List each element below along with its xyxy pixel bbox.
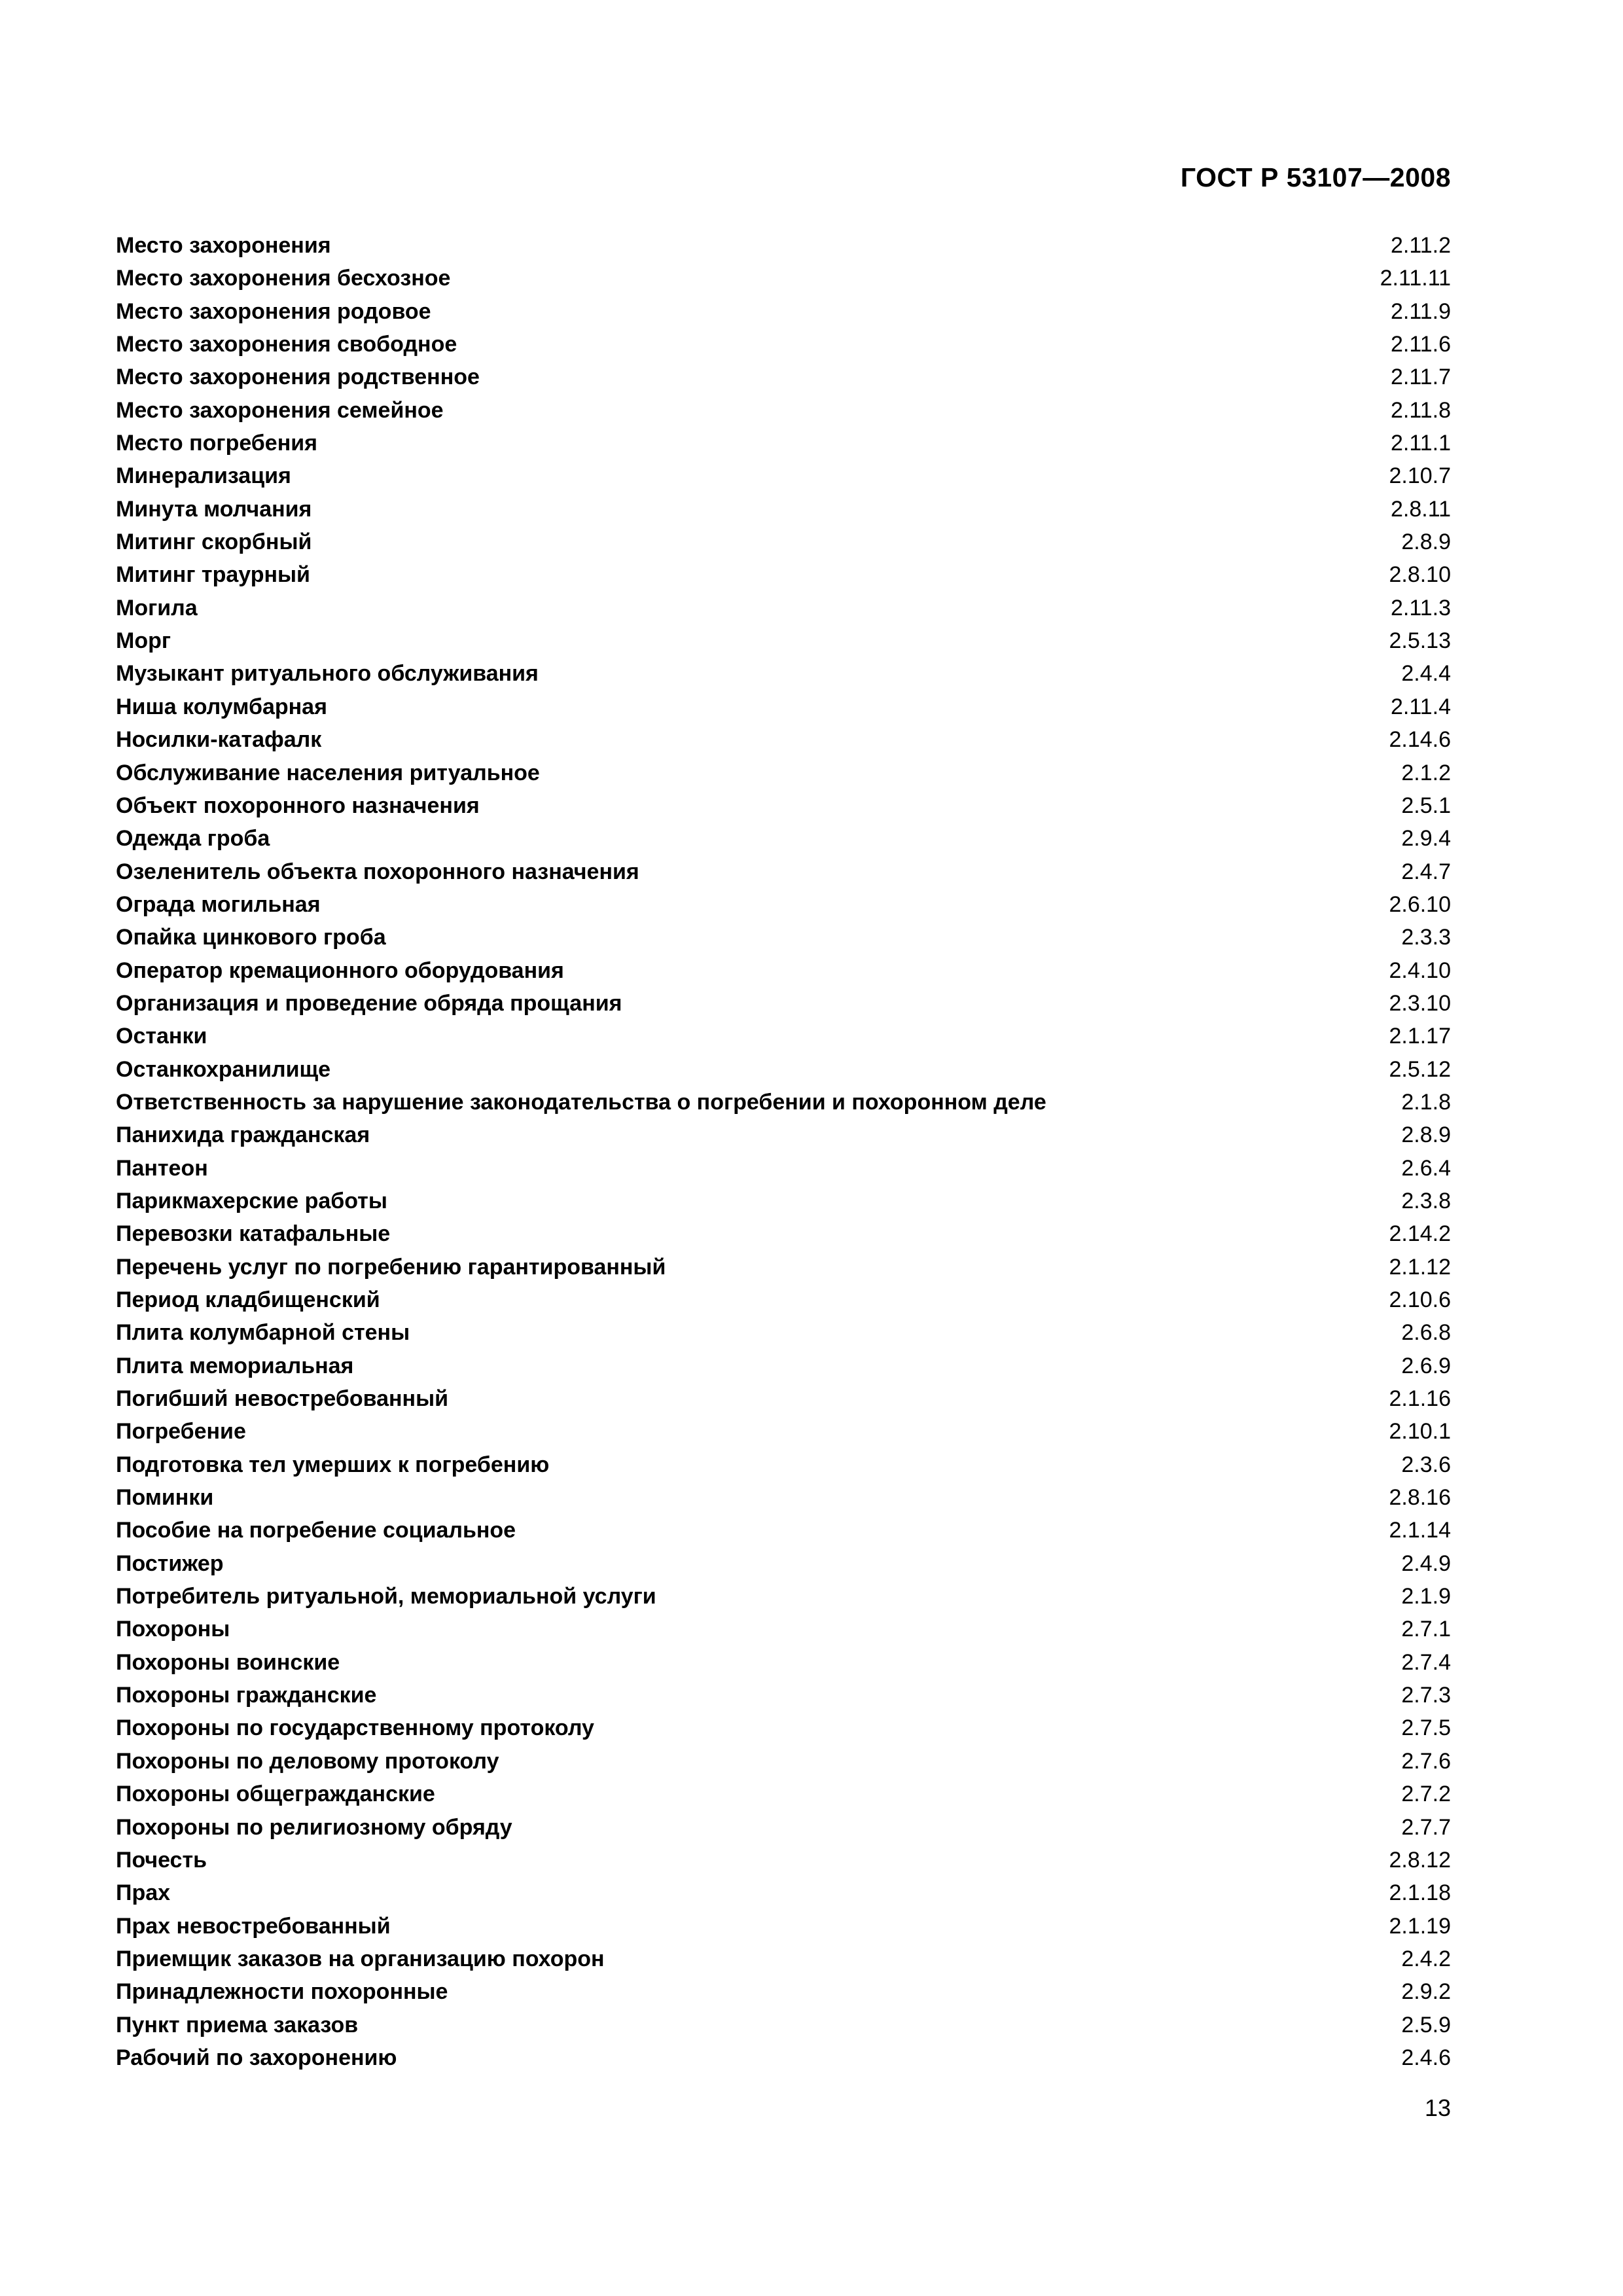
index-entry: [116, 493, 1451, 526]
index-section-ref: 2.7.6: [1401, 1748, 1451, 1774]
index-entry: [116, 328, 1451, 361]
index-entry: [116, 1217, 1451, 1250]
index-term: Одежда гроба: [116, 826, 270, 852]
index-entry: [116, 592, 1451, 624]
index-term: Пункт приема заказов: [116, 2012, 359, 2037]
index-term: Могила: [116, 595, 198, 620]
index-entry: [116, 1514, 1451, 1547]
index-section-ref: 2.7.5: [1401, 1715, 1451, 1741]
index-section-ref: 2.11.7: [1390, 365, 1451, 390]
index-entry: [116, 1975, 1451, 2008]
index-term: Потребитель ритуальной, мемориальной услуги: [116, 1584, 656, 1609]
index-term: Приемщик заказов на организацию похорон: [116, 1946, 605, 1971]
index-term: Перечень услуг по погребению гарантированный: [116, 1254, 666, 1280]
index-term: Постижер: [116, 1551, 224, 1576]
index-section-ref: 2.7.7: [1401, 1814, 1451, 1840]
index-entry: [116, 229, 1451, 262]
index-term: Ниша колумбарная: [116, 694, 327, 719]
index-entry: [116, 954, 1451, 987]
index-section-ref: 2.8.10: [1389, 562, 1451, 588]
index-entry: [116, 361, 1451, 393]
index-term: Похороны: [116, 1617, 230, 1642]
index-section-ref: 2.6.8: [1401, 1320, 1451, 1346]
index-section-ref: 2.8.16: [1389, 1485, 1451, 1511]
index-section-ref: 2.11.8: [1390, 397, 1451, 423]
index-entry: [116, 987, 1451, 1020]
index-section-ref: 2.11.3: [1390, 595, 1451, 620]
index-term: Морг: [116, 628, 171, 654]
index-section-ref: 2.7.3: [1401, 1683, 1451, 1708]
index-term: Прах: [116, 1880, 171, 1906]
index-term: Принадлежности похоронные: [116, 1979, 448, 2005]
index-term: Место захоронения свободное: [116, 332, 457, 357]
index-term: Похороны по государственному протоколу: [116, 1715, 594, 1741]
index-term: Перевозки катафальные: [116, 1221, 391, 1247]
index-section-ref: 2.10.7: [1389, 463, 1451, 489]
index-section-ref: 2.4.6: [1401, 2045, 1451, 2070]
index-term: Похороны общегражданские: [116, 1782, 435, 1807]
index-term: Ограда могильная: [116, 891, 321, 917]
index-term: Место захоронения родовое: [116, 298, 431, 324]
index-section-ref: 2.1.17: [1389, 1024, 1451, 1049]
index-term: Плита колумбарной стены: [116, 1320, 410, 1346]
index-section-ref: 2.9.4: [1401, 826, 1451, 852]
index-entry: [116, 1283, 1451, 1316]
index-term: Похороны по деловому протоколу: [116, 1748, 499, 1774]
index-term: Объект похоронного назначения: [116, 793, 480, 818]
index-entry: [116, 691, 1451, 723]
index-entry: [116, 427, 1451, 459]
index-section-ref: 2.14.2: [1389, 1221, 1451, 1247]
index-entry: [116, 262, 1451, 295]
index-term: Период кладбищенский: [116, 1287, 380, 1312]
index-entry: [116, 2009, 1451, 2041]
index-entry: [116, 1053, 1451, 1086]
index-entry: [116, 558, 1451, 591]
index-term: Почесть: [116, 1847, 207, 1873]
index-term: Обслуживание населения ритуальное: [116, 760, 540, 785]
index-term: Рабочий по захоронению: [116, 2045, 397, 2070]
index-entry: [116, 459, 1451, 492]
index-section-ref: 2.8.9: [1401, 1122, 1451, 1148]
index-term: Опайка цинкового гроба: [116, 925, 386, 950]
index-section-ref: 2.11.6: [1390, 332, 1451, 357]
index-entry: [116, 1316, 1451, 1349]
index-section-ref: 2.1.16: [1389, 1386, 1451, 1412]
index-entry: [116, 1910, 1451, 1943]
index-term: Прах невостребованный: [116, 1913, 391, 1939]
index-section-ref: 2.11.2: [1390, 233, 1451, 258]
index-entry: [116, 1580, 1451, 1613]
index-term: Поминки: [116, 1485, 214, 1511]
index-section-ref: 2.8.9: [1401, 529, 1451, 555]
index-section-ref: 2.4.10: [1389, 958, 1451, 983]
index-term: Подготовка тел умерших к погребению: [116, 1452, 550, 1477]
index-section-ref: 2.11.11: [1380, 266, 1451, 291]
index-section-ref: 2.4.9: [1401, 1551, 1451, 1576]
index-entry: [116, 1020, 1451, 1052]
index-section-ref: 2.7.4: [1401, 1649, 1451, 1675]
index-entry: [116, 1613, 1451, 1645]
index-entry: [116, 822, 1451, 855]
index-entry: [116, 1547, 1451, 1580]
index-term: Погибший невостребованный: [116, 1386, 449, 1412]
index-term: Организация и проведение обряда прощания: [116, 990, 622, 1016]
index-section-ref: 2.3.6: [1401, 1452, 1451, 1477]
index-entry: [116, 624, 1451, 657]
index-section-ref: 2.5.12: [1389, 1056, 1451, 1082]
index-term: Митинг траурный: [116, 562, 310, 588]
index-entry: [116, 295, 1451, 328]
index-section-ref: 2.1.18: [1389, 1880, 1451, 1906]
index-term: Место захоронения семейное: [116, 397, 444, 423]
index-term: Погребение: [116, 1419, 246, 1444]
index-section-ref: 2.14.6: [1389, 727, 1451, 753]
index-entry: [116, 1152, 1451, 1185]
index-entry: [116, 394, 1451, 427]
index-section-ref: 2.11.4: [1390, 694, 1451, 719]
page-number: 13: [1424, 2094, 1451, 2121]
index-section-ref: 2.5.1: [1401, 793, 1451, 818]
index-entry: [116, 921, 1451, 954]
index-term: Место захоронения: [116, 233, 331, 258]
alphabetical-term-index: [116, 229, 1451, 2074]
index-section-ref: 2.7.1: [1401, 1617, 1451, 1642]
index-section-ref: 2.6.4: [1401, 1155, 1451, 1181]
index-section-ref: 2.7.2: [1401, 1782, 1451, 1807]
index-entry: [116, 1778, 1451, 1810]
index-entry: [116, 657, 1451, 690]
index-term: Минута молчания: [116, 496, 312, 522]
index-term: Пантеон: [116, 1155, 208, 1181]
index-entry: [116, 1943, 1451, 1975]
index-section-ref: 2.3.10: [1389, 990, 1451, 1016]
index-entry: [116, 1481, 1451, 1514]
index-section-ref: 2.1.8: [1401, 1089, 1451, 1115]
index-section-ref: 2.6.9: [1401, 1353, 1451, 1378]
index-entry: [116, 1876, 1451, 1909]
index-section-ref: 2.6.10: [1389, 891, 1451, 917]
index-entry: [116, 1679, 1451, 1712]
index-entry: [116, 1382, 1451, 1415]
index-term: Место захоронения бесхозное: [116, 266, 451, 291]
index-term: Место захоронения родственное: [116, 365, 480, 390]
index-entry: [116, 757, 1451, 789]
index-section-ref: 2.3.8: [1401, 1188, 1451, 1213]
index-entry: [116, 855, 1451, 888]
index-entry: [116, 723, 1451, 756]
index-entry: [116, 1185, 1451, 1217]
index-entry: [116, 1811, 1451, 1844]
index-section-ref: 2.4.7: [1401, 859, 1451, 884]
standard-code-header: ГОСТ Р 53107—2008: [1180, 162, 1451, 192]
index-section-ref: 2.5.9: [1401, 2012, 1451, 2037]
index-entry: [116, 1119, 1451, 1151]
index-term: Останки: [116, 1024, 207, 1049]
index-term: Место погребения: [116, 431, 317, 456]
index-term: Похороны воинские: [116, 1649, 340, 1675]
index-entry: [116, 1415, 1451, 1448]
index-entry: [116, 2041, 1451, 2074]
index-term: Оператор кремационного оборудования: [116, 958, 564, 983]
index-term: Озеленитель объекта похоронного назначения: [116, 859, 639, 884]
index-entry: [116, 1844, 1451, 1876]
index-term: Похороны по религиозному обряду: [116, 1814, 512, 1840]
index-entry: [116, 1350, 1451, 1382]
index-term: Плита мемориальная: [116, 1353, 354, 1378]
index-section-ref: 2.1.2: [1401, 760, 1451, 785]
index-entry: [116, 1251, 1451, 1283]
index-section-ref: 2.1.12: [1389, 1254, 1451, 1280]
index-section-ref: 2.4.4: [1401, 661, 1451, 687]
index-term: Минерализация: [116, 463, 291, 489]
index-term: Митинг скорбный: [116, 529, 312, 555]
index-section-ref: 2.11.1: [1390, 431, 1451, 456]
index-section-ref: 2.1.19: [1389, 1913, 1451, 1939]
index-section-ref: 2.5.13: [1389, 628, 1451, 654]
index-entry: [116, 1745, 1451, 1778]
index-term: Похороны гражданские: [116, 1683, 377, 1708]
index-term: Носилки-катафалк: [116, 727, 322, 753]
index-entry: [116, 526, 1451, 558]
index-section-ref: 2.1.9: [1401, 1584, 1451, 1609]
index-section-ref: 2.1.14: [1389, 1518, 1451, 1543]
index-section-ref: 2.10.6: [1389, 1287, 1451, 1312]
index-entry: [116, 1086, 1451, 1119]
index-entry: [116, 888, 1451, 921]
index-term: Останкохранилище: [116, 1056, 331, 1082]
index-section-ref: 2.8.11: [1390, 496, 1451, 522]
index-entry: [116, 1712, 1451, 1744]
index-section-ref: 2.11.9: [1390, 298, 1451, 324]
index-section-ref: 2.4.2: [1401, 1946, 1451, 1971]
index-term: Ответственность за нарушение законодательства о погребении и похоронном деле: [116, 1089, 1046, 1115]
index-entry: [116, 1646, 1451, 1679]
index-section-ref: 2.10.1: [1389, 1419, 1451, 1444]
index-section-ref: 2.3.3: [1401, 925, 1451, 950]
index-term: Музыкант ритуального обслуживания: [116, 661, 539, 687]
index-entry: [116, 1448, 1451, 1481]
index-section-ref: 2.9.2: [1401, 1979, 1451, 2005]
index-section-ref: 2.8.12: [1389, 1847, 1451, 1873]
index-entry: [116, 789, 1451, 822]
index-term: Парикмахерские работы: [116, 1188, 387, 1213]
index-term: Панихида гражданская: [116, 1122, 370, 1148]
index-term: Пособие на погребение социальное: [116, 1518, 516, 1543]
